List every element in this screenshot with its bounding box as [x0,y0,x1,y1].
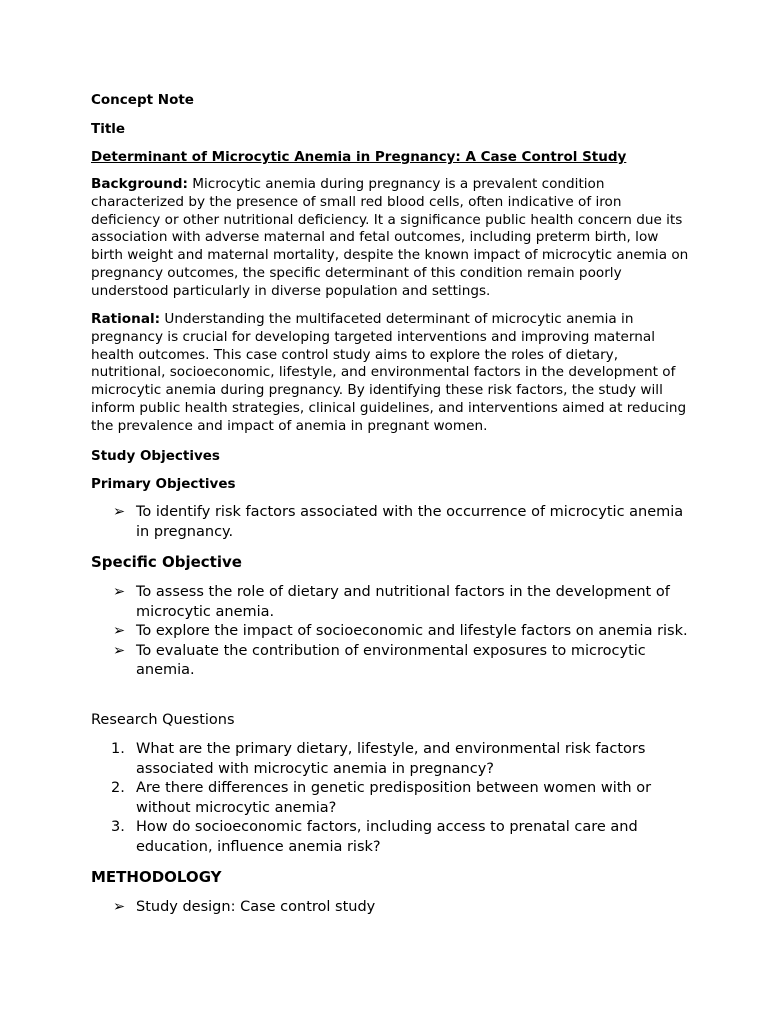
methodology-heading: METHODOLOGY [91,868,222,886]
specific-objective-heading: Specific Objective [91,553,242,571]
list-item: ➢ To evaluate the contribution of environmental exposures to microcytic anemia. [113,642,646,678]
rational-label: Rational: [91,311,161,327]
specific-objectives-list [91,583,691,681]
list-item: ➢ To assess the role of dietary and nutritional factors in the development of microcytic anemia. [113,584,670,620]
background-label: Background: [91,176,188,192]
research-questions-list [91,740,691,857]
list-item: 3. How do socioeconomic factors, including access to prenatal care and education, influence anemia risk? [111,819,638,855]
list-item: 1. What are the primary dietary, lifestyle, and environmental risk factors associated with microcytic anemia in pregnancy? [111,741,646,777]
study-objectives-heading: Study Objectives [91,448,220,464]
document-label: Concept Note [91,92,194,108]
rational-text: Understanding the multifaceted determinant of microcytic anemia in pregnancy is crucial for developing targeted interventions and improving maternal health outcomes. This case control study aims to explore the roles of dietary, nutritional, socioeconomic, lifestyle, and environmental factors in the development of microcytic anemia during pregnancy. By identifying these risk factors, the study will inform public health strategies, clinical guidelines, and interventions aimed at reducing the prevalence and impact of anemia in pregnant women. [91,311,687,434]
arrow-bullet-icon: ➢ [113,623,126,639]
research-questions-heading: Research Questions [91,712,235,728]
background-paragraph [91,176,691,301]
primary-objectives-heading: Primary Objectives [91,476,236,492]
list-item: ➢ To identify risk factors associated with the occurrence of microcytic anemia in pregnancy. [113,504,684,540]
list-item: ➢ Study design: Case control study [91,898,691,918]
rational-paragraph [91,311,691,436]
document-title: Determinant of Microcytic Anemia in Pregnancy: A Case Control Study [91,149,627,165]
arrow-bullet-icon: ➢ [113,504,126,520]
list-item: 2. Are there differences in genetic predisposition between women with or without microcytic anemia? [111,780,652,816]
background-text: Microcytic anemia during pregnancy is a prevalent condition characterized by the presence of small red blood cells, often indicative of iron deficiency or other nutritional deficiency. It a significance public health concern due its association with adverse maternal and fetal outcomes, including preterm birth, low birth weight and maternal mortality, despite the known impact of microcytic anemia on pregnancy outcomes, the specific determinant of this condition remain poorly understood particularly in diverse population and settings. [91,176,689,299]
title-label: Title [91,121,126,137]
methodology-list [91,898,691,918]
arrow-bullet-icon: ➢ [113,584,126,600]
primary-objectives-list [91,503,691,542]
arrow-bullet-icon: ➢ [113,899,126,915]
list-item: ➢ To explore the impact of socioeconomic and lifestyle factors on anemia risk. [91,622,691,642]
arrow-bullet-icon: ➢ [113,642,126,659]
